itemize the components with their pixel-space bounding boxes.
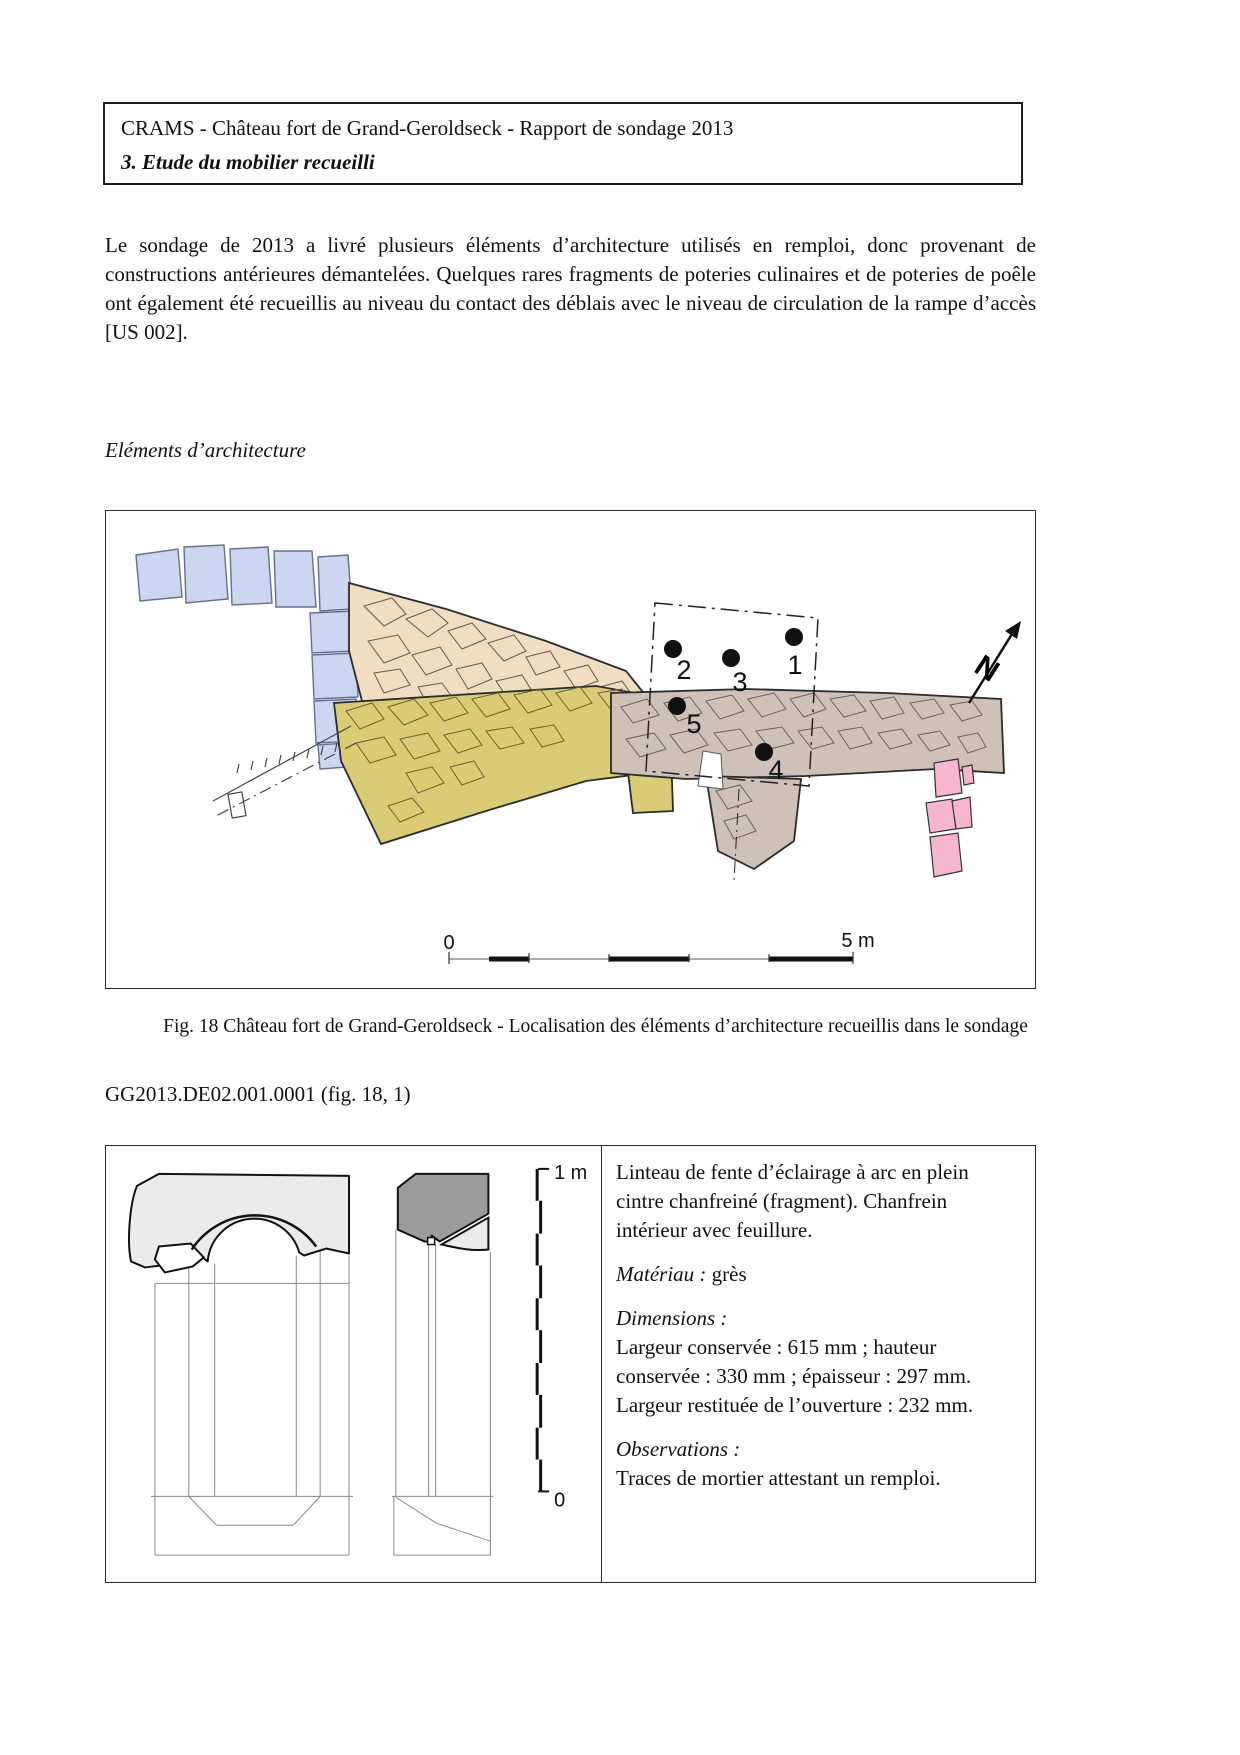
plan-scale-end: 5 m (841, 930, 875, 952)
find-point-label-3: 3 (732, 667, 748, 697)
item-heading: GG2013.DE02.001.0001 (fig. 18, 1) (105, 1082, 411, 1106)
plan-scale-zero: 0 (443, 932, 455, 954)
find-point-label-1: 1 (787, 650, 803, 680)
front-elevation-lines (151, 1250, 353, 1556)
observations-text: Traces de mortier attestant un remploi. (616, 1466, 941, 1490)
figure-18-box (105, 510, 1036, 989)
find-point-label-2: 2 (676, 655, 692, 685)
north-label: N (968, 649, 1005, 689)
material-value: grès (706, 1262, 747, 1286)
item-description-panel (602, 1146, 1035, 1582)
material-label: Matériau : (616, 1262, 707, 1286)
item-observations (616, 1435, 1017, 1493)
figure-18-caption: Fig. 18 Château fort de Grand-Geroldseck - Localisation des éléments d’architecture recueillis dans le sondage (163, 1016, 1028, 1037)
intro-paragraph: Le sondage de 2013 a livré plusieurs éléments d’architecture utilisés en remploi, donc provenant de constructions antérieures démantelées. Quelques rares fragments de poteries culinaires et de poteries de poêle ont également été recueillis au niveau du contact des déblais avec le niveau de circulation de la rampe d’accès [US 002]. (105, 233, 1036, 344)
standing-stone-outline (698, 751, 723, 789)
item-dimensions (616, 1304, 1017, 1420)
item-material (616, 1260, 1017, 1289)
find-point-5 (668, 697, 686, 715)
report-header-box (103, 102, 1023, 185)
find-point-3 (722, 649, 740, 667)
drawing-scale-bar (537, 1162, 587, 1511)
site-plan-drawing (106, 511, 1035, 988)
item-card (105, 1145, 1036, 1583)
chapter-title: 3. Etude du mobilier recueilli (121, 150, 375, 174)
observations-label: Observations : (616, 1437, 741, 1461)
dimensions-label: Dimensions : (616, 1306, 728, 1330)
wall-blue-blocks (136, 545, 358, 769)
section-heading: Eléments d’architecture (105, 438, 306, 462)
item-description: Linteau de fente d’éclairage à arc en plein cintre chanfreiné (fragment). Chanfrein intérieur avec feuillure. (616, 1160, 969, 1242)
find-point-label-5: 5 (686, 709, 702, 739)
feuillure-notch (428, 1238, 435, 1245)
find-point-label-4: 4 (768, 755, 784, 785)
north-arrow (969, 621, 1021, 703)
front-elevation-fragment (129, 1174, 349, 1273)
pink-stones (926, 759, 974, 877)
drawing-scale-bottom-label: 0 (554, 1489, 566, 1512)
item-drawing-panel (106, 1146, 602, 1582)
plan-scale-bar (443, 930, 874, 964)
report-title: CRAMS - Château fort de Grand-Geroldseck - Rapport de sondage 2013 (121, 116, 734, 140)
dimensions-line1: Largeur conservée : 615 mm ; hauteur conservée : 330 mm ; épaisseur : 297 mm. (616, 1335, 972, 1388)
lintel-drawing (106, 1146, 601, 1582)
north-arrow-head (1005, 621, 1021, 639)
dimensions-line2: Largeur restituée de l’ouverture : 232 mm. (616, 1393, 974, 1417)
side-view (392, 1174, 494, 1555)
find-point-1 (785, 628, 803, 646)
drawing-scale-top-label: 1 m (554, 1161, 588, 1184)
